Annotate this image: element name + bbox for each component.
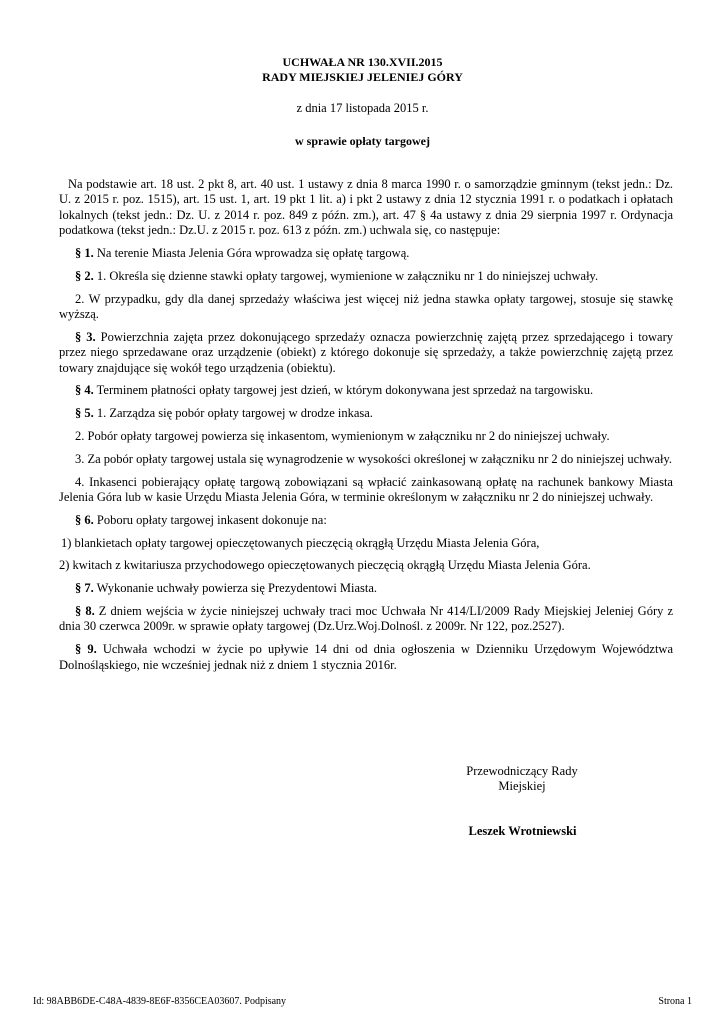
paragraph-text: Terminem płatności opłaty targowej jest dzień, w którym dokonywana jest sprzedaż na targowisku.	[93, 383, 594, 398]
paragraph-mark: § 7.	[75, 581, 94, 596]
paragraph-6-item-1: 1) blankietach opłaty targowej opieczętowanych pieczęcią okrągłą Urzędu Miasta Jelenia Góra,	[61, 535, 540, 550]
paragraph-text: Wykonanie uchwały powierza się Prezydentowi Miasta.	[93, 581, 378, 596]
paragraph-7	[59, 581, 673, 596]
signatory-name: Leszek Wrotniewski	[468, 824, 577, 838]
paragraph-text: Poboru opłaty targowej inkasent dokonuje na:	[93, 512, 327, 527]
resolution-subject: w sprawie opłaty targowej	[295, 134, 430, 148]
paragraph-text: 1. Określa się dzienne stawki opłaty targowej, wymienione w załączniku nr 1 do niniejszej uchwały.	[93, 268, 599, 283]
paragraph-2	[59, 269, 673, 284]
paragraph-5-point-4: 4. Inkasenci pobierający opłatę targową zobowiązani są wpłacić zainkasowaną opłatę na rachunek bankowy Miasta Jelenia Góra lub w kasie Urzędu Miasta Jelenia Góra, w terminie określonym w załączniku nr 2 do niniejszej uchwały.	[59, 474, 673, 505]
paragraph-mark: § 3.	[75, 329, 96, 344]
paragraph-5	[59, 406, 673, 421]
paragraph-text: Uchwała wchodzi w życie po upływie 14 dni od dnia ogłoszenia w Dzienniku Urzędowym Województwa Dolnośląskiego, nie wcześniej jednak niż z dniem 1 stycznia 2016r.	[59, 642, 674, 672]
title-line-2: RADY MIEJSKIEJ JELENIEJ GÓRY	[262, 69, 463, 84]
paragraph-mark: § 6.	[75, 512, 94, 527]
paragraph-text: Powierzchnia zajęta przez dokonującego sprzedaży oznacza powierzchnię zajętą przez sprzedającego i towary przez niego sprzedawane oraz urządzenie (obiekt) z którego dokonuje się sprzedaży, a także powierzchnię zajętą przez towary znajdujące się wokół tego urządzenia (obiektu).	[59, 329, 673, 375]
paragraph-9	[59, 642, 673, 673]
paragraph-4	[59, 383, 673, 398]
signature-role	[447, 764, 597, 795]
paragraph-mark: § 8.	[75, 604, 95, 618]
page-number: Strona 1	[658, 996, 692, 1007]
paragraph-text: 1. Zarządza się pobór opłaty targowej w drodze inkasa.	[93, 406, 373, 421]
document-id: Id: 98ABB6DE-C48A-4839-8E6F-8356CEA03607. Podpisany	[33, 996, 287, 1007]
paragraph-6-item-2: 2) kwitach z kwitariusza przychodowego opieczętowanych pieczęcią okrągłą Urzędu Miasta Jelenia Góra.	[59, 558, 591, 573]
paragraph-mark: § 1.	[75, 246, 94, 261]
paragraph-5-point-2: 2. Pobór opłaty targowej powierza się inkasentom, wymienionym w załączniku nr 2 do niniejszej uchwały.	[75, 429, 610, 444]
paragraph-text: Na terenie Miasta Jelenia Góra wprowadza się opłatę targową.	[93, 246, 410, 261]
signature-role-line-2: Miejskiej	[498, 779, 546, 794]
paragraph-5-point-3: 3. Za pobór opłaty targowej ustala się wynagrodzenie w wysokości określonej w załączniku nr 2 do niniejszej uchwały.	[75, 451, 673, 466]
paragraph-3	[59, 330, 673, 376]
signature-role-line-1: Przewodniczący Rady	[466, 764, 578, 778]
title-line-1: UCHWAŁA NR 130.XVII.2015	[282, 55, 443, 69]
resolution-date: z dnia 17 listopada 2015 r.	[296, 101, 429, 115]
paragraph-mark: § 5.	[75, 406, 94, 421]
paragraph-mark: § 4.	[75, 383, 94, 398]
resolution-title	[60, 55, 665, 84]
intro-paragraph: Na podstawie art. 18 ust. 2 pkt 8, art. 40 ust. 1 ustawy z dnia 8 marca 1990 r. o samorządzie gminnym (tekst jedn.: Dz. U. z 2015 r. poz. 1515), art. 15 ust. 1, art. 19 pkt 1 lit. a) i pkt 2 ustawy z dnia 12 stycznia 1991 r. o podatkach i opłatach lokalnych (tekst jedn.: Dz. U. z 2014 r. poz. 849 z późn. zm.), art. 47 § 4a ustawy z dnia 29 sierpnia 1997 r. Ordynacja podatkowa (tekst jedn.: Dz.U. z 2015 r. poz. 613 z późn. zm.) uchwala się, co następuje:	[59, 177, 673, 238]
paragraph-1	[59, 246, 673, 261]
paragraph-6	[59, 513, 673, 528]
resolution-body	[59, 177, 673, 680]
paragraph-text: Z dniem wejścia w życie niniejszej uchwały traci moc Uchwała Nr 414/LI/2009 Rady Miejskiej Jeleniej Góry z dnia 30 czerwca 2009r. w sprawie opłaty targowej (Dz.Urz.Woj.Dolnośl. z 2009r. Nr 122, poz.2527).	[59, 604, 674, 634]
paragraph-mark: § 9.	[75, 642, 97, 657]
paragraph-8	[59, 604, 673, 635]
paragraph-mark: § 2.	[75, 268, 94, 283]
paragraph-2-point-2: 2. W przypadku, gdy dla danej sprzedaży właściwa jest więcej niż jedna stawka opłaty targowej, stosuje się stawkę wyższą.	[59, 291, 673, 322]
